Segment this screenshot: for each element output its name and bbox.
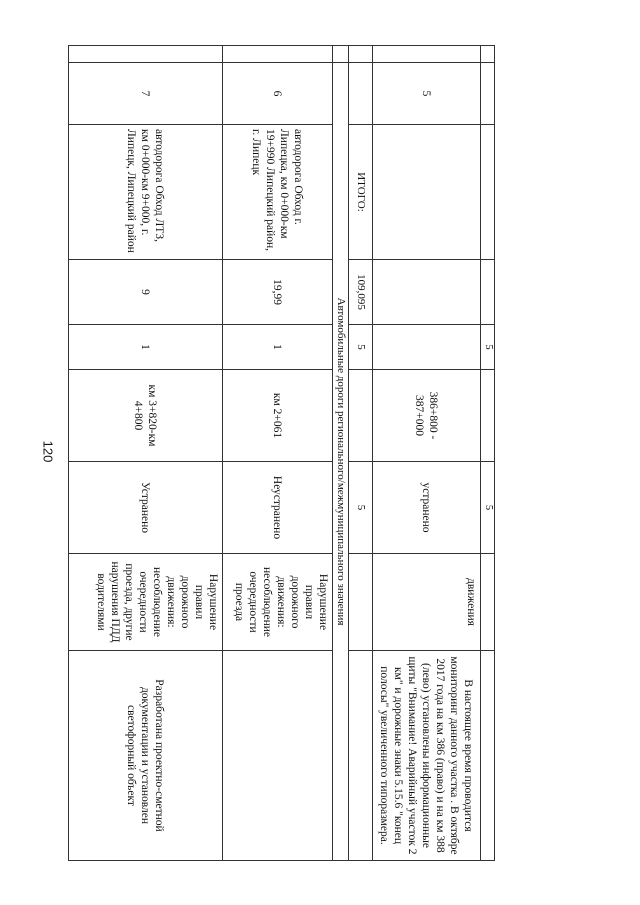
count-cell: 1 <box>69 325 223 370</box>
location-cell: км 3+820-км 4+800 <box>69 370 223 462</box>
measures-cell: Разработана проектно-сметной документации и установлен светофорный объект <box>69 651 223 861</box>
total-count: 5 <box>348 325 372 370</box>
sep-cell: 5 <box>480 462 494 554</box>
road-name-cell: автодорога Обход г. Липецка, км 0+000-км 19+990 Липецкий район, г. Липецк <box>222 125 332 260</box>
total-row <box>348 46 372 861</box>
road-name-cell: автодорога Обход ЛТЗ, км 0+000-км 9+000, г. Липецк, Липецкий район <box>69 125 223 260</box>
table-row <box>372 46 480 861</box>
sep-cell <box>480 370 494 462</box>
sep-cell <box>480 260 494 325</box>
sep-cell <box>480 46 494 63</box>
count-cell: 1 <box>222 325 332 370</box>
location-cell: 386+800 - 387+000 <box>372 370 480 462</box>
measures-cell: В настоящее время проводится мониторинг данного участка . В октябре 2017 года на км 386 (право) и на км 388 (лево) установлены информационные щиты "Внимание! Аварийный участок 2 км" и дорожные знаки 5.15.6 "конец полосы" увеличенного типоразмера. <box>372 651 480 861</box>
table-row <box>222 46 332 861</box>
row-number: 6 <box>222 63 332 125</box>
status-cell: Устранено <box>69 462 223 554</box>
length-cell: 9 <box>69 260 223 325</box>
status-cell: Неустранено <box>222 462 332 554</box>
cause-cell: Нарушение правил дорожного движения: несоблюдение очередности проезда, другие нарушения ПДД водителями <box>69 554 223 651</box>
sep-cell <box>480 554 494 651</box>
sep-cell <box>480 63 494 125</box>
status-cell: устранено <box>372 462 480 554</box>
page-number: 120 <box>40 440 56 463</box>
total-status-count: 5 <box>348 462 372 554</box>
length-cell: 19,99 <box>222 260 332 325</box>
section-row <box>332 46 348 861</box>
column-number-row <box>480 46 494 861</box>
cause-cell: Нарушение правил дорожного движения: несоблюдение очередности проезда <box>222 554 332 651</box>
table-row <box>69 46 223 861</box>
row-number: 7 <box>69 63 223 125</box>
measures-cell <box>222 651 332 861</box>
location-cell: км 2+061 <box>222 370 332 462</box>
total-length: 109,095 <box>348 260 372 325</box>
total-label: ИТОГО: <box>348 125 372 260</box>
row-number: 5 <box>372 63 480 125</box>
accident-sites-table <box>68 45 495 861</box>
rotated-table-sheet <box>68 45 495 860</box>
sep-cell <box>480 651 494 861</box>
sep-cell <box>480 125 494 260</box>
sep-cell: 5 <box>480 325 494 370</box>
cause-cell: движения <box>372 554 480 651</box>
section-title: Автомобильные дороги регионального/межмуниципального значения <box>332 63 348 861</box>
